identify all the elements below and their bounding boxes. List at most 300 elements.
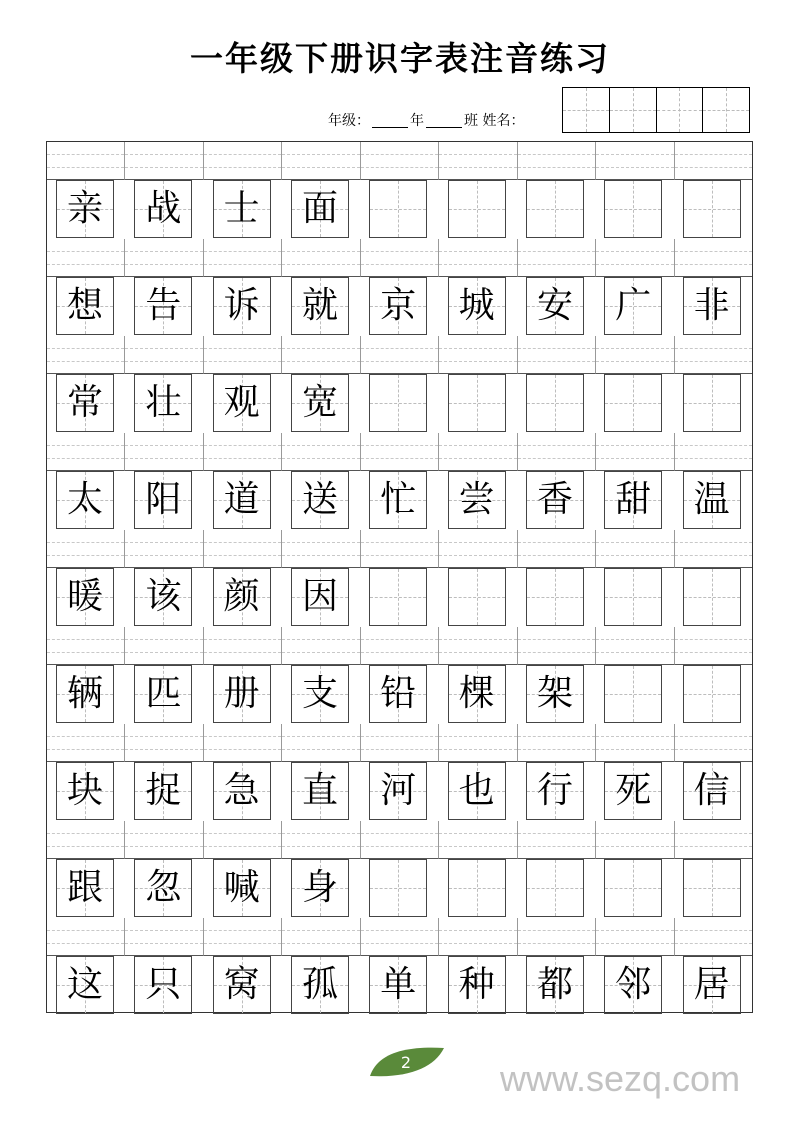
char-box xyxy=(56,568,114,626)
pinyin-cell[interactable] xyxy=(439,530,517,568)
hanzi-char: 邻 xyxy=(615,964,652,1005)
pinyin-cell[interactable] xyxy=(204,239,282,277)
pinyin-cell[interactable] xyxy=(282,530,360,568)
pinyin-cell[interactable] xyxy=(518,821,596,859)
char-cell xyxy=(125,568,203,627)
hanzi-char: 喊 xyxy=(223,867,260,908)
pinyin-cell[interactable] xyxy=(47,627,125,665)
student-info xyxy=(328,110,524,130)
char-cell xyxy=(204,665,282,724)
hanzi-char: 亲 xyxy=(66,188,103,229)
char-box[interactable] xyxy=(683,568,741,626)
pinyin-cell[interactable] xyxy=(675,530,752,568)
pinyin-cell[interactable] xyxy=(518,433,596,471)
char-cell xyxy=(517,956,595,1015)
char-box[interactable] xyxy=(604,180,662,238)
pinyin-cell[interactable] xyxy=(125,918,203,956)
char-box xyxy=(291,956,349,1014)
char-box[interactable] xyxy=(369,568,427,626)
hanzi-char: 道 xyxy=(223,479,260,520)
char-row xyxy=(47,859,752,918)
char-box xyxy=(526,956,584,1014)
pinyin-row xyxy=(47,239,752,277)
char-cell xyxy=(360,665,438,724)
char-box xyxy=(56,665,114,723)
pinyin-cell[interactable] xyxy=(675,142,752,180)
char-cell xyxy=(282,762,360,821)
char-cell xyxy=(517,471,595,530)
practice-grid xyxy=(46,141,753,1013)
char-box xyxy=(291,568,349,626)
char-box xyxy=(448,277,506,335)
hanzi-char: 棵 xyxy=(458,673,495,714)
pinyin-cell[interactable] xyxy=(361,627,439,665)
pinyin-cell[interactable] xyxy=(47,336,125,374)
char-cell xyxy=(360,180,438,239)
name-boxes[interactable] xyxy=(562,87,750,133)
pinyin-cell[interactable] xyxy=(439,627,517,665)
hanzi-char: 孤 xyxy=(301,964,338,1005)
char-box xyxy=(291,374,349,432)
pinyin-cell[interactable] xyxy=(361,239,439,277)
pinyin-cell[interactable] xyxy=(439,239,517,277)
char-cell xyxy=(204,956,282,1015)
pinyin-cell[interactable] xyxy=(675,627,752,665)
pinyin-cell[interactable] xyxy=(47,239,125,277)
char-cell xyxy=(674,859,752,918)
pinyin-cell[interactable] xyxy=(596,724,674,762)
char-cell xyxy=(360,374,438,433)
pinyin-cell[interactable] xyxy=(47,724,125,762)
char-box xyxy=(526,665,584,723)
char-box xyxy=(56,471,114,529)
char-cell xyxy=(674,277,752,336)
char-box[interactable] xyxy=(683,665,741,723)
pinyin-cell[interactable] xyxy=(439,142,517,180)
pinyin-cell[interactable] xyxy=(675,918,752,956)
char-box xyxy=(369,277,427,335)
pinyin-cell[interactable] xyxy=(361,336,439,374)
char-box xyxy=(213,568,271,626)
hanzi-char: 跟 xyxy=(66,867,103,908)
hanzi-char: 就 xyxy=(301,285,338,326)
pinyin-row xyxy=(47,530,752,568)
char-box xyxy=(213,665,271,723)
char-box xyxy=(291,277,349,335)
hanzi-char: 也 xyxy=(458,770,495,811)
hanzi-char: 窝 xyxy=(223,964,260,1005)
char-box xyxy=(134,956,192,1014)
char-box xyxy=(526,277,584,335)
pinyin-cell[interactable] xyxy=(596,433,674,471)
char-cell xyxy=(595,762,673,821)
char-cell xyxy=(282,956,360,1015)
char-cell xyxy=(47,374,125,433)
pinyin-cell[interactable] xyxy=(361,918,439,956)
char-cell xyxy=(439,374,517,433)
pinyin-cell[interactable] xyxy=(518,142,596,180)
char-box[interactable] xyxy=(448,859,506,917)
pinyin-cell[interactable] xyxy=(675,724,752,762)
hanzi-char: 种 xyxy=(458,964,495,1005)
char-row xyxy=(47,277,752,336)
pinyin-cell[interactable] xyxy=(125,336,203,374)
char-cell xyxy=(595,374,673,433)
pinyin-cell[interactable] xyxy=(361,142,439,180)
pinyin-cell[interactable] xyxy=(596,336,674,374)
pinyin-cell[interactable] xyxy=(361,724,439,762)
char-box[interactable] xyxy=(604,859,662,917)
pinyin-cell[interactable] xyxy=(518,530,596,568)
page-title: 一年级下册识字表注音练习 xyxy=(190,39,610,78)
hanzi-char: 想 xyxy=(66,285,103,326)
pinyin-cell[interactable] xyxy=(439,336,517,374)
pinyin-cell[interactable] xyxy=(125,142,203,180)
char-cell xyxy=(674,180,752,239)
char-cell xyxy=(47,956,125,1015)
class-label: 班 xyxy=(464,113,478,129)
pinyin-cell[interactable] xyxy=(518,239,596,277)
char-row xyxy=(47,762,752,821)
char-cell xyxy=(282,277,360,336)
hanzi-char: 册 xyxy=(223,673,260,714)
hanzi-char: 观 xyxy=(223,382,260,423)
pinyin-cell[interactable] xyxy=(361,821,439,859)
char-box xyxy=(134,762,192,820)
char-box xyxy=(291,665,349,723)
pinyin-cell[interactable] xyxy=(125,239,203,277)
pinyin-cell[interactable] xyxy=(596,627,674,665)
pinyin-cell[interactable] xyxy=(361,433,439,471)
char-row xyxy=(47,956,752,1015)
char-box xyxy=(213,471,271,529)
pinyin-cell[interactable] xyxy=(282,821,360,859)
char-box[interactable] xyxy=(604,665,662,723)
pinyin-cell[interactable] xyxy=(282,142,360,180)
char-cell xyxy=(517,859,595,918)
char-box xyxy=(683,471,741,529)
pinyin-cell[interactable] xyxy=(439,821,517,859)
char-box xyxy=(448,471,506,529)
hanzi-char: 因 xyxy=(301,576,338,617)
char-box xyxy=(369,956,427,1014)
char-row xyxy=(47,471,752,530)
char-box xyxy=(56,762,114,820)
char-cell xyxy=(439,180,517,239)
char-cell xyxy=(204,568,282,627)
char-cell xyxy=(282,665,360,724)
char-cell xyxy=(595,665,673,724)
char-box xyxy=(213,762,271,820)
hanzi-char: 信 xyxy=(693,770,730,811)
char-box xyxy=(56,277,114,335)
char-cell xyxy=(439,568,517,627)
char-cell xyxy=(360,568,438,627)
char-box[interactable] xyxy=(448,374,506,432)
pinyin-cell[interactable] xyxy=(675,239,752,277)
char-cell xyxy=(439,665,517,724)
pinyin-cell[interactable] xyxy=(125,724,203,762)
char-box xyxy=(683,762,741,820)
char-box xyxy=(448,665,506,723)
char-box xyxy=(134,277,192,335)
char-box xyxy=(213,374,271,432)
pinyin-cell[interactable] xyxy=(596,239,674,277)
char-cell xyxy=(47,568,125,627)
char-cell xyxy=(125,665,203,724)
hanzi-char: 城 xyxy=(458,285,495,326)
char-box xyxy=(213,859,271,917)
pinyin-cell[interactable] xyxy=(282,724,360,762)
char-box[interactable] xyxy=(526,568,584,626)
hanzi-char: 该 xyxy=(145,576,182,617)
char-box xyxy=(291,762,349,820)
pinyin-cell[interactable] xyxy=(125,433,203,471)
char-row xyxy=(47,568,752,627)
char-row xyxy=(47,665,752,724)
class-blank[interactable] xyxy=(426,127,462,128)
name-box[interactable] xyxy=(610,88,657,132)
pinyin-cell[interactable] xyxy=(282,239,360,277)
char-cell xyxy=(125,762,203,821)
year-label: 年 xyxy=(410,113,424,129)
char-box xyxy=(291,471,349,529)
pinyin-cell[interactable] xyxy=(675,433,752,471)
char-cell xyxy=(204,277,282,336)
pinyin-cell[interactable] xyxy=(204,142,282,180)
hanzi-char: 暖 xyxy=(66,576,103,617)
char-cell xyxy=(439,859,517,918)
char-box xyxy=(291,180,349,238)
pinyin-cell[interactable] xyxy=(518,336,596,374)
pinyin-cell[interactable] xyxy=(125,821,203,859)
char-cell xyxy=(517,374,595,433)
pinyin-row xyxy=(47,336,752,374)
char-box xyxy=(56,180,114,238)
char-box xyxy=(604,471,662,529)
char-box[interactable] xyxy=(369,859,427,917)
pinyin-cell[interactable] xyxy=(675,821,752,859)
char-box xyxy=(134,471,192,529)
char-cell xyxy=(517,665,595,724)
char-box[interactable] xyxy=(448,568,506,626)
hanzi-char: 忽 xyxy=(145,867,182,908)
pinyin-row xyxy=(47,433,752,471)
char-cell xyxy=(595,180,673,239)
pinyin-cell[interactable] xyxy=(47,433,125,471)
pinyin-cell[interactable] xyxy=(518,627,596,665)
char-box[interactable] xyxy=(369,374,427,432)
char-cell xyxy=(282,374,360,433)
pinyin-cell[interactable] xyxy=(47,142,125,180)
pinyin-cell[interactable] xyxy=(47,821,125,859)
char-box xyxy=(369,665,427,723)
char-box[interactable] xyxy=(448,180,506,238)
pinyin-cell[interactable] xyxy=(518,724,596,762)
char-cell xyxy=(204,180,282,239)
char-cell xyxy=(125,859,203,918)
pinyin-cell[interactable] xyxy=(282,918,360,956)
hanzi-char: 行 xyxy=(536,770,573,811)
pinyin-cell[interactable] xyxy=(204,530,282,568)
hanzi-char: 都 xyxy=(536,964,573,1005)
char-cell xyxy=(47,859,125,918)
name-box[interactable] xyxy=(657,88,704,132)
char-box xyxy=(56,374,114,432)
name-label: 姓名： xyxy=(482,113,525,129)
hanzi-char: 京 xyxy=(380,285,417,326)
char-cell xyxy=(282,471,360,530)
char-box[interactable] xyxy=(683,374,741,432)
char-cell xyxy=(47,180,125,239)
hanzi-char: 居 xyxy=(693,964,730,1005)
hanzi-char: 战 xyxy=(145,188,182,229)
char-box[interactable] xyxy=(604,568,662,626)
char-cell xyxy=(204,762,282,821)
pinyin-cell[interactable] xyxy=(675,336,752,374)
char-box xyxy=(134,374,192,432)
char-row xyxy=(47,180,752,239)
char-cell xyxy=(517,762,595,821)
char-cell xyxy=(674,665,752,724)
char-box[interactable] xyxy=(683,180,741,238)
pinyin-cell[interactable] xyxy=(204,724,282,762)
pinyin-cell[interactable] xyxy=(439,918,517,956)
pinyin-cell[interactable] xyxy=(596,821,674,859)
hanzi-char: 非 xyxy=(693,285,730,326)
char-cell xyxy=(204,859,282,918)
char-cell xyxy=(360,277,438,336)
char-box xyxy=(134,859,192,917)
char-box[interactable] xyxy=(526,180,584,238)
pinyin-cell[interactable] xyxy=(439,433,517,471)
char-box[interactable] xyxy=(369,180,427,238)
pinyin-cell[interactable] xyxy=(361,530,439,568)
char-cell xyxy=(674,762,752,821)
pinyin-cell[interactable] xyxy=(47,918,125,956)
hanzi-char: 甜 xyxy=(615,479,652,520)
watermark: www.sezq.com xyxy=(500,1058,741,1099)
grade-blank[interactable] xyxy=(372,127,408,128)
hanzi-char: 颜 xyxy=(223,576,260,617)
char-box xyxy=(134,180,192,238)
char-cell xyxy=(282,859,360,918)
hanzi-char: 尝 xyxy=(458,479,495,520)
char-cell xyxy=(125,180,203,239)
char-box xyxy=(291,859,349,917)
char-box xyxy=(134,665,192,723)
char-cell xyxy=(517,568,595,627)
char-box[interactable] xyxy=(683,859,741,917)
hanzi-char: 告 xyxy=(145,285,182,326)
pinyin-cell[interactable] xyxy=(204,336,282,374)
hanzi-char: 广 xyxy=(615,285,652,326)
char-cell xyxy=(439,277,517,336)
char-box xyxy=(369,471,427,529)
hanzi-char: 死 xyxy=(615,770,652,811)
char-cell xyxy=(204,471,282,530)
pinyin-cell[interactable] xyxy=(596,530,674,568)
grade-label: 年级： xyxy=(328,113,370,129)
pinyin-row xyxy=(47,821,752,859)
char-box xyxy=(369,762,427,820)
hanzi-char: 阳 xyxy=(145,479,182,520)
char-cell xyxy=(360,762,438,821)
char-box[interactable] xyxy=(526,374,584,432)
char-cell xyxy=(439,762,517,821)
char-cell xyxy=(517,277,595,336)
char-box xyxy=(683,956,741,1014)
name-box[interactable] xyxy=(703,88,749,132)
hanzi-char: 河 xyxy=(380,770,417,811)
char-cell xyxy=(125,471,203,530)
char-cell xyxy=(595,471,673,530)
char-cell xyxy=(282,568,360,627)
pinyin-cell[interactable] xyxy=(125,530,203,568)
char-box xyxy=(526,762,584,820)
hanzi-char: 送 xyxy=(301,479,338,520)
name-box[interactable] xyxy=(563,88,610,132)
hanzi-char: 安 xyxy=(536,285,573,326)
char-cell xyxy=(125,956,203,1015)
hanzi-char: 块 xyxy=(66,770,103,811)
hanzi-char: 只 xyxy=(145,964,182,1005)
pinyin-cell[interactable] xyxy=(282,433,360,471)
char-cell xyxy=(439,956,517,1015)
pinyin-cell[interactable] xyxy=(204,918,282,956)
char-box xyxy=(56,859,114,917)
hanzi-char: 常 xyxy=(66,382,103,423)
char-box xyxy=(213,277,271,335)
pinyin-cell[interactable] xyxy=(47,530,125,568)
char-box xyxy=(604,277,662,335)
char-box xyxy=(448,762,506,820)
pinyin-cell[interactable] xyxy=(596,142,674,180)
char-box xyxy=(213,180,271,238)
hanzi-char: 香 xyxy=(536,479,573,520)
hanzi-char: 支 xyxy=(301,673,338,714)
char-cell xyxy=(595,568,673,627)
char-box[interactable] xyxy=(526,859,584,917)
hanzi-char: 铅 xyxy=(380,673,417,714)
pinyin-row xyxy=(47,724,752,762)
char-box xyxy=(213,956,271,1014)
hanzi-char: 温 xyxy=(693,479,730,520)
char-cell xyxy=(47,277,125,336)
pinyin-cell[interactable] xyxy=(518,918,596,956)
char-box xyxy=(526,471,584,529)
pinyin-cell[interactable] xyxy=(204,627,282,665)
pinyin-cell[interactable] xyxy=(204,433,282,471)
char-cell xyxy=(47,665,125,724)
hanzi-char: 忙 xyxy=(380,479,417,520)
pinyin-cell[interactable] xyxy=(282,627,360,665)
pinyin-cell[interactable] xyxy=(204,821,282,859)
pinyin-row xyxy=(47,918,752,956)
pinyin-cell[interactable] xyxy=(125,627,203,665)
char-box xyxy=(448,956,506,1014)
char-box xyxy=(683,277,741,335)
hanzi-char: 架 xyxy=(536,673,573,714)
pinyin-cell[interactable] xyxy=(596,918,674,956)
char-cell xyxy=(674,956,752,1015)
pinyin-cell[interactable] xyxy=(439,724,517,762)
char-cell xyxy=(204,374,282,433)
char-box[interactable] xyxy=(604,374,662,432)
pinyin-cell[interactable] xyxy=(282,336,360,374)
hanzi-char: 诉 xyxy=(223,285,260,326)
char-cell xyxy=(360,471,438,530)
